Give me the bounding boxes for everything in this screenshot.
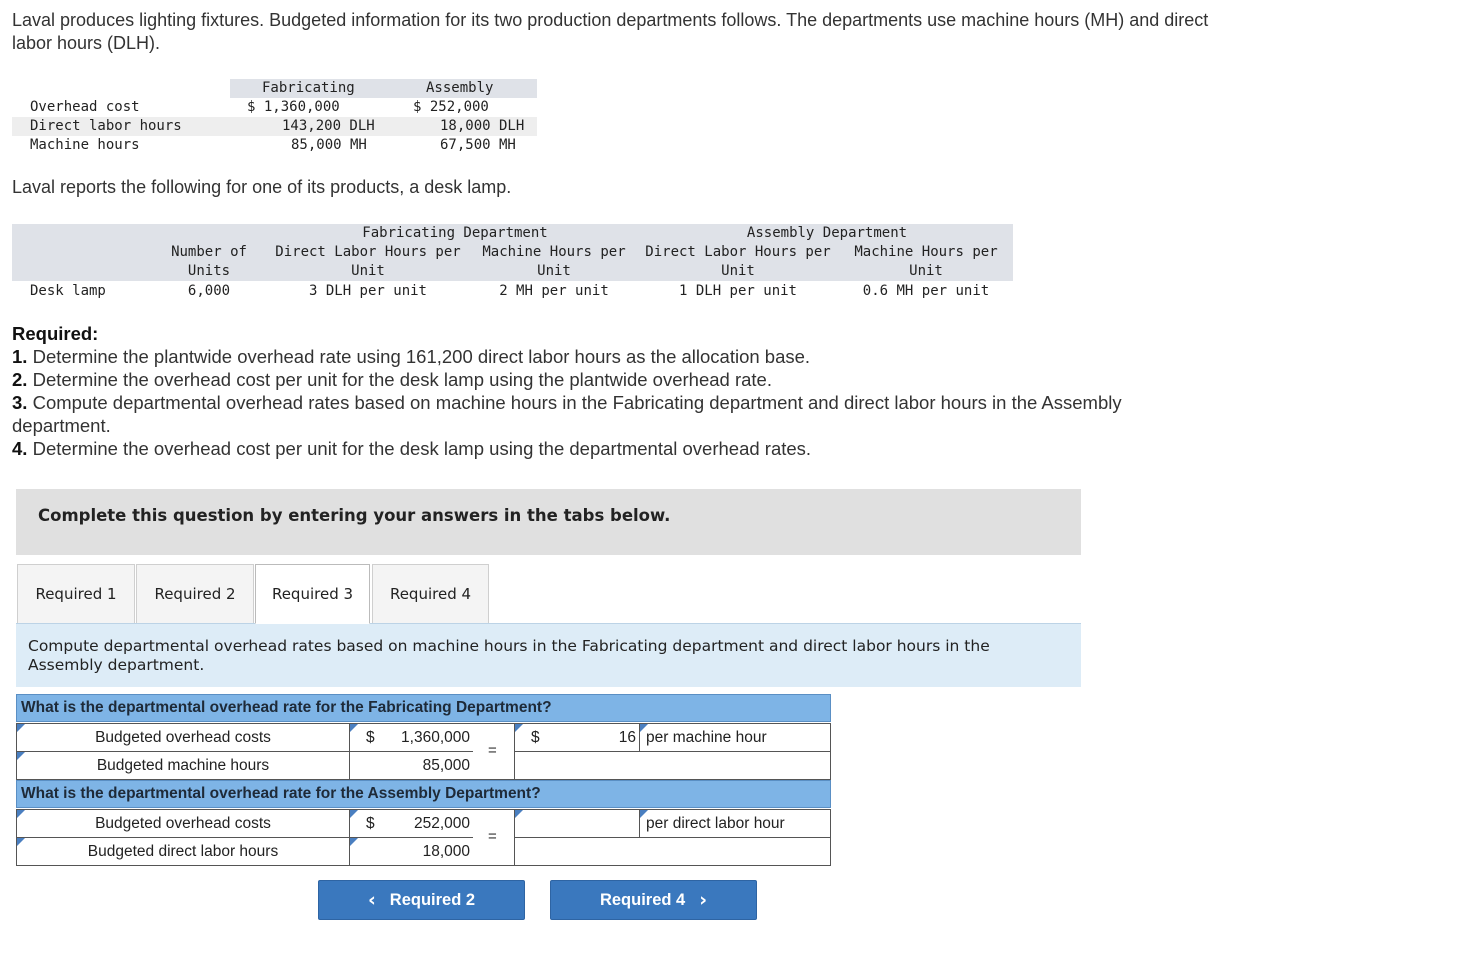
product-intro: Laval reports the following for one of its products, a desk lamp. bbox=[12, 177, 512, 197]
col-header: Direct Labor Hours per bbox=[645, 244, 831, 260]
cell-value: 85,000 MH bbox=[291, 137, 367, 153]
input-marker-icon bbox=[350, 838, 358, 846]
row-label: Machine hours bbox=[30, 137, 140, 153]
required-heading: Required: bbox=[12, 323, 99, 344]
tab-required-3[interactable]: Required 3 bbox=[255, 564, 370, 624]
header-assembly: Assembly bbox=[426, 80, 494, 96]
chevron-left-icon: ‹ bbox=[367, 889, 376, 911]
row-label: Desk lamp bbox=[30, 283, 106, 299]
col-header: Machine Hours per bbox=[854, 244, 998, 260]
cell-value: 6,000 bbox=[187, 283, 231, 299]
asm-empty-cell bbox=[514, 837, 831, 866]
input-marker-icon bbox=[515, 810, 523, 818]
fab-rate-input[interactable]: $ 16 bbox=[514, 723, 640, 752]
panel-text: Compute departmental overhead rates based on machine hours in the Fabricating department and direct labor hours in the Assembly department. bbox=[28, 637, 990, 674]
fab-hours-label-cell[interactable]: Budgeted machine hours bbox=[16, 751, 350, 780]
fab-rate-unit-cell[interactable]: per machine hour bbox=[639, 723, 831, 752]
cell-value: $ 252,000 bbox=[413, 99, 489, 115]
fab-overhead-value-input[interactable]: $ 1,360,000 bbox=[349, 723, 474, 752]
required-item: 1. Determine the plantwide overhead rate using 161,200 direct labor hours as the allocation base. bbox=[12, 346, 811, 367]
cell-value: 67,500 MH bbox=[440, 137, 516, 153]
col-header: Machine Hours per bbox=[482, 244, 626, 260]
asm-overhead-value-input[interactable]: $ 252,000 bbox=[349, 809, 474, 838]
cell-value: 0.6 MH per unit bbox=[862, 283, 990, 299]
input-marker-icon bbox=[350, 724, 358, 732]
tab-required-2[interactable]: Required 2 bbox=[136, 564, 254, 623]
prev-button-label: Required 2 bbox=[389, 890, 476, 909]
col-header: Unit bbox=[537, 263, 571, 279]
required-item: 2. Determine the overhead cost per unit for the desk lamp using the plantwide overhead rate. bbox=[12, 369, 772, 390]
problem-intro: Laval produces lighting fixtures. Budgeted information for its two production departments follows. The departments use machine hours (MH) and direct labor hours (DLH). bbox=[12, 10, 1209, 53]
fab-overhead-label-cell[interactable]: Budgeted overhead costs bbox=[16, 723, 350, 752]
header-fabricating: Fabricating bbox=[262, 80, 355, 96]
assembly-question: What is the departmental overhead rate for the Assembly Department? bbox=[16, 780, 831, 808]
fab-empty-cell bbox=[514, 751, 831, 780]
asm-hours-label-cell[interactable]: Budgeted direct labor hours bbox=[16, 837, 350, 866]
instruction-box bbox=[16, 489, 1081, 555]
cell-value: 1 DLH per unit bbox=[678, 283, 797, 299]
required-item: 3. Compute departmental overhead rates based on machine hours in the Fabricating department and direct labor hours in the Assembly department. bbox=[12, 392, 1122, 436]
input-marker-icon bbox=[350, 810, 358, 818]
cell-value: 3 DLH per unit bbox=[308, 283, 427, 299]
prev-required-2-button[interactable] bbox=[318, 880, 525, 920]
asm-hours-value-input[interactable]: 18,000 bbox=[349, 837, 474, 866]
fab-equals-cell: = bbox=[473, 723, 515, 780]
answer-grid bbox=[16, 694, 831, 867]
input-marker-icon bbox=[515, 724, 523, 732]
fabricating-question: What is the departmental overhead rate for the Fabricating Department? bbox=[16, 694, 831, 722]
budget-table bbox=[12, 79, 537, 155]
cell-value: 143,200 DLH bbox=[282, 118, 375, 134]
row-label: Overhead cost bbox=[30, 99, 140, 115]
asm-equals-cell: = bbox=[473, 809, 515, 866]
col-header: Unit bbox=[721, 263, 755, 279]
instruction-text: Complete this question by entering your answers in the tabs below. bbox=[38, 506, 671, 525]
asm-rate-unit-cell[interactable]: per direct labor hour bbox=[639, 809, 831, 838]
next-required-4-button[interactable] bbox=[550, 880, 757, 920]
cell-value: 2 MH per unit bbox=[499, 283, 609, 299]
tab-required-1[interactable]: Required 1 bbox=[17, 564, 135, 623]
col-header: Number of bbox=[171, 244, 247, 260]
asm-rate-input[interactable] bbox=[514, 809, 640, 838]
product-table bbox=[12, 224, 1013, 304]
cell-value: 18,000 DLH bbox=[440, 118, 525, 134]
row-label: Direct labor hours bbox=[30, 118, 182, 134]
cell-value: $ 1,360,000 bbox=[247, 99, 340, 115]
col-header: Direct Labor Hours per bbox=[275, 244, 461, 260]
next-button-label: Required 4 bbox=[599, 890, 686, 909]
required-section bbox=[12, 322, 1122, 460]
col-header: Unit bbox=[351, 263, 385, 279]
asm-overhead-label-cell[interactable]: Budgeted overhead costs bbox=[16, 809, 350, 838]
required-item: 4. Determine the overhead cost per unit for the desk lamp using the departmental overhead rates. bbox=[12, 438, 812, 459]
group-header-assembly: Assembly Department bbox=[746, 225, 908, 241]
tab-required-4[interactable]: Required 4 bbox=[372, 564, 489, 623]
chevron-right-icon: › bbox=[699, 889, 708, 911]
col-header: Unit bbox=[909, 263, 943, 279]
fab-hours-value-input[interactable]: 85,000 bbox=[349, 751, 474, 780]
col-header: Units bbox=[187, 263, 231, 279]
group-header-fabricating: Fabricating Department bbox=[362, 225, 548, 241]
tab-panel-description bbox=[16, 623, 1081, 687]
